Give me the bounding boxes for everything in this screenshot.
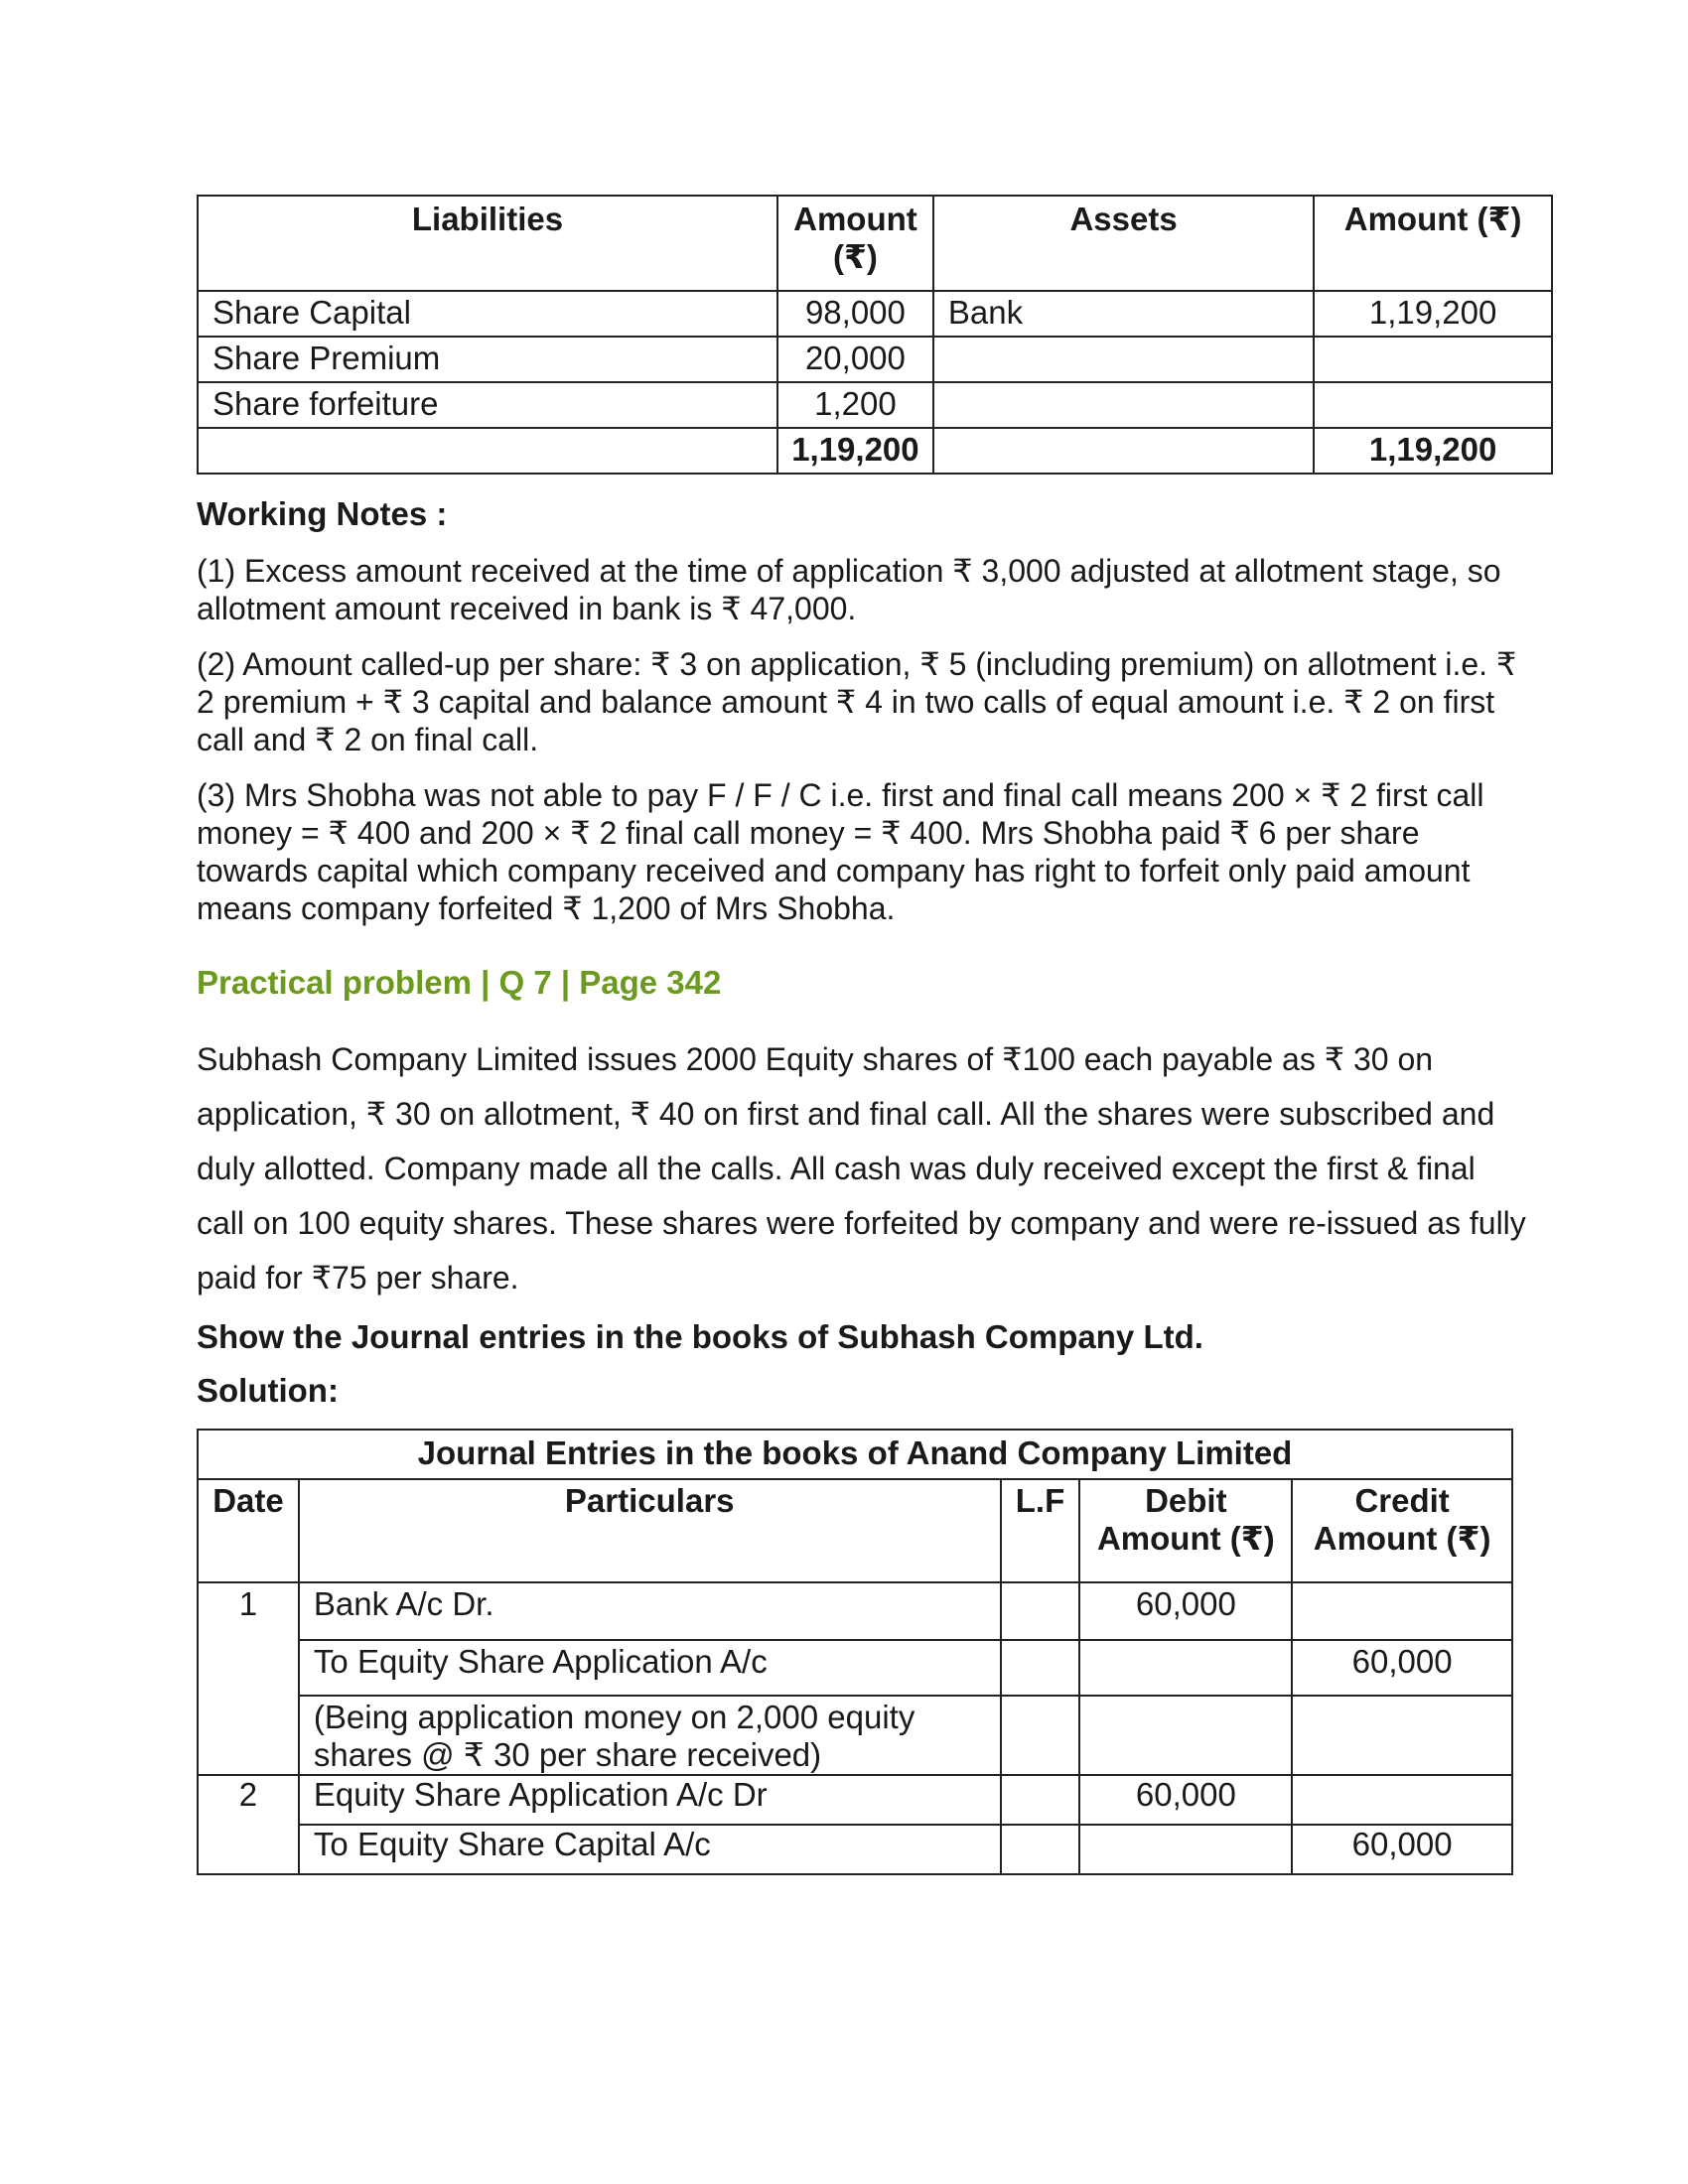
- particulars-cell: To Equity Share Application A/c: [299, 1640, 1001, 1696]
- asset-amount-cell: [1314, 382, 1552, 428]
- lf-cell: [1001, 1582, 1080, 1640]
- working-note-1: (1) Excess amount received at the time of application ₹ 3,000 adjusted at allotment stage, so allotment amount received in bank is ₹ 47,000.: [197, 553, 1501, 626]
- table-row: [198, 337, 1552, 382]
- table-row: [198, 382, 1552, 428]
- liability-cell: Share Premium: [198, 337, 777, 382]
- credit-cell: [1292, 1775, 1512, 1825]
- lf-cell: [1001, 1775, 1080, 1825]
- total-liabilities-amount: 1,19,200: [777, 428, 933, 474]
- debit-cell: 60,000: [1079, 1582, 1292, 1640]
- assets-header: Assets: [933, 196, 1314, 291]
- working-note-2: (2) Amount called-up per share: ₹ 3 on application, ₹ 5 (including premium) on allotment i.e. ₹ 2 premium + ₹ 3 capital and balance amount ₹ 4 in two calls of equal amount i.e. ₹ 2 on first call and ₹ 2 on final call.: [197, 646, 1517, 757]
- asset-amount-cell: 1,19,200: [1314, 291, 1552, 337]
- liability-cell: Share forfeiture: [198, 382, 777, 428]
- particulars-cell: Bank A/c Dr.: [299, 1582, 1001, 1640]
- credit-cell: [1292, 1582, 1512, 1640]
- debit-header: Debit Amount (₹): [1079, 1479, 1292, 1582]
- total-assets-amount: 1,19,200: [1314, 428, 1552, 474]
- liability-amount-cell: 1,200: [777, 382, 933, 428]
- credit-cell: 60,000: [1292, 1825, 1512, 1874]
- table-row: [198, 1775, 1512, 1825]
- entry-date: 1: [198, 1582, 299, 1775]
- total-row: [198, 428, 1552, 474]
- liabilities-header: Liabilities: [198, 196, 777, 291]
- credit-cell: [1292, 1696, 1512, 1775]
- solution-label: Solution:: [197, 1372, 339, 1409]
- working-note-3: (3) Mrs Shobha was not able to pay F / F / C i.e. first and final call means 200 × ₹ 2 first call money = ₹ 400 and 200 × ₹ 2 final call money = ₹ 400. Mrs Shobha paid ₹ 6 per share towards capital which company received and company has right to forfeit only paid amount means company forfeited ₹ 1,200 of Mrs Shobha.: [197, 777, 1484, 926]
- liability-amount-cell: 98,000: [777, 291, 933, 337]
- liability-amount-cell: 20,000: [777, 337, 933, 382]
- asset-amount-cell: [1314, 337, 1552, 382]
- table-row: [198, 1696, 1512, 1775]
- balance-sheet-header-row: [198, 196, 1552, 291]
- lf-header: L.F: [1001, 1479, 1080, 1582]
- particulars-cell: To Equity Share Capital A/c: [299, 1825, 1001, 1874]
- asset-cell: [933, 382, 1314, 428]
- debit-cell: [1079, 1696, 1292, 1775]
- working-notes-heading: Working Notes :: [197, 495, 448, 532]
- assets-amount-header: Amount (₹): [1314, 196, 1552, 291]
- balance-sheet-table: [197, 195, 1553, 475]
- narration-cell: (Being application money on 2,000 equity shares @ ₹ 30 per share received): [299, 1696, 1001, 1775]
- journal-title: Journal Entries in the books of Anand Company Limited: [198, 1430, 1512, 1479]
- total-label-cell: [198, 428, 777, 474]
- table-row: [198, 1582, 1512, 1640]
- instruction-text: Show the Journal entries in the books of Subhash Company Ltd.: [197, 1318, 1203, 1355]
- lf-cell: [1001, 1640, 1080, 1696]
- entry-date: 2: [198, 1775, 299, 1874]
- particulars-header: Particulars: [299, 1479, 1001, 1582]
- table-row: [198, 291, 1552, 337]
- liability-cell: Share Capital: [198, 291, 777, 337]
- liabilities-amount-header: Amount (₹): [777, 196, 933, 291]
- journal-table: [197, 1429, 1513, 1875]
- credit-header: Credit Amount (₹): [1292, 1479, 1512, 1582]
- lf-cell: [1001, 1825, 1080, 1874]
- asset-cell: Bank: [933, 291, 1314, 337]
- asset-cell: [933, 337, 1314, 382]
- table-row: [198, 1825, 1512, 1874]
- practical-problem-heading: Practical problem | Q 7 | Page 342: [197, 964, 722, 1001]
- lf-cell: [1001, 1696, 1080, 1775]
- total-asset-label-cell: [933, 428, 1314, 474]
- journal-header-row: [198, 1479, 1512, 1582]
- question-text: Subhash Company Limited issues 2000 Equity shares of ₹100 each payable as ₹ 30 on application, ₹ 30 on allotment, ₹ 40 on first and final call. All the shares were subscribed and duly allotted. Company made all the calls. All cash was duly received except the first & final call on 100 equity shares. These shares were forfeited by company and were re-issued as fully paid for ₹75 per share.: [197, 1041, 1526, 1296]
- document-page: [197, 195, 1577, 1875]
- credit-cell: 60,000: [1292, 1640, 1512, 1696]
- table-row: [198, 1640, 1512, 1696]
- date-header: Date: [198, 1479, 299, 1582]
- debit-cell: [1079, 1640, 1292, 1696]
- particulars-cell: Equity Share Application A/c Dr: [299, 1775, 1001, 1825]
- debit-cell: 60,000: [1079, 1775, 1292, 1825]
- debit-cell: [1079, 1825, 1292, 1874]
- journal-title-row: [198, 1430, 1512, 1479]
